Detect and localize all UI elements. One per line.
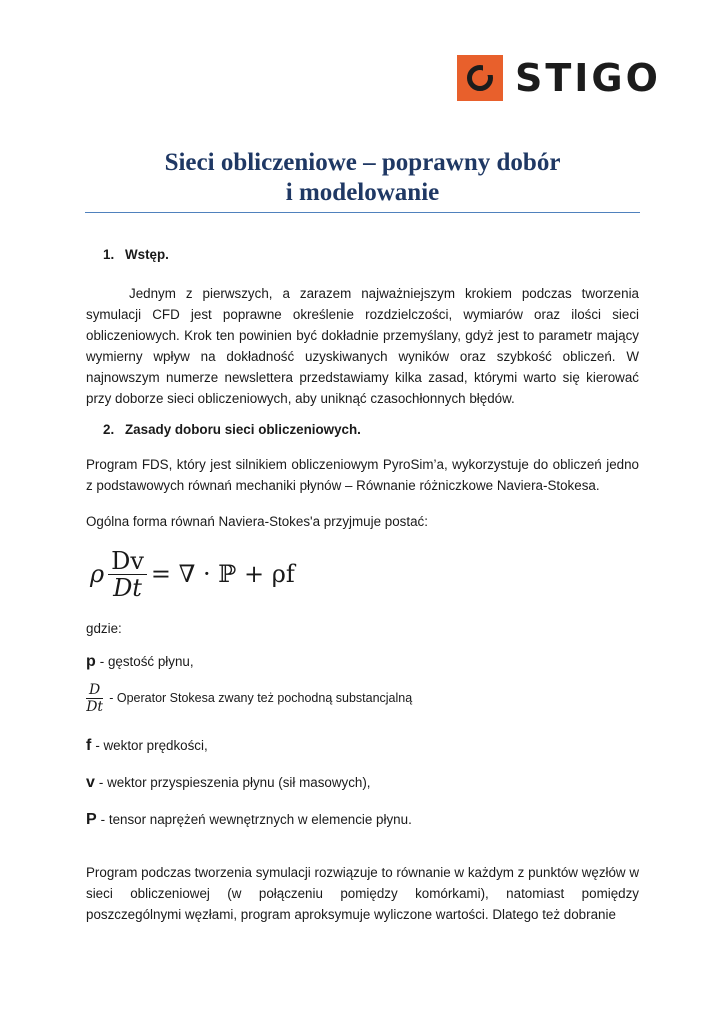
document-title	[85, 148, 640, 208]
formula-fraction	[108, 548, 147, 601]
definition-velocity	[86, 735, 639, 756]
section-2-paragraph-2: Ogólna forma równań Naviera-Stokes'a przyjmuje postać:	[86, 514, 428, 529]
definition-acceleration	[86, 772, 639, 793]
logo-text: STIGO	[515, 56, 661, 100]
operator-numerator: D	[86, 682, 103, 699]
definition-symbol: v	[86, 774, 95, 791]
definition-stress-tensor	[86, 809, 639, 830]
navier-stokes-formula	[86, 544, 639, 604]
document-body	[86, 244, 639, 925]
section-2-title: Zasady doboru sieci obliczeniowych.	[125, 422, 361, 437]
definition-symbol: f	[86, 737, 92, 754]
section-1-number: 1.	[103, 247, 115, 262]
definition-text: - tensor naprężeń wewnętrznych w elemencie płynu.	[100, 812, 412, 827]
stigo-logo-mark-icon	[457, 55, 503, 101]
operator-text: - Operator Stokesa zwany też pochodną substancjalną	[109, 691, 413, 705]
stigo-logo	[457, 55, 661, 101]
title-underline	[85, 212, 640, 213]
title-line-1: Sieci obliczeniowe – poprawny dobór	[164, 149, 561, 176]
definition-text: - gęstość płynu,	[99, 654, 194, 669]
section-1-title: Wstęp.	[125, 247, 169, 262]
formula-numerator: Dv	[108, 548, 147, 575]
section-2-number: 2.	[103, 422, 115, 437]
formula-denominator: Dt	[113, 573, 142, 602]
section-1-paragraph: Jednym z pierwszych, a zarazem najważniejszym krokiem podczas tworzenia symulacji CFD jest poprawne określenie rozdzielczości, wymiarów oraz ilości sieci obliczeniowych. Krok ten powinien być dokładnie przemyślany, gdyż jest to parametr mający wymierny wpływ na dokładność uzyskiwanych wyników oraz szybkość obliczeń. W najnowszym numerze newslettera przedstawiamy kilka zasad, którymi warto się kierować przy doborze sieci obliczeniowych, aby uniknąć czasochłonnych błędów.	[86, 286, 639, 406]
title-line-2: i modelowanie	[285, 179, 440, 206]
definition-operator	[86, 682, 639, 715]
section-2-paragraph-1: Program FDS, który jest silnikiem obliczeniowym PyroSim’a, wykorzystuje do obliczeń jedno z podstawowych równań mechaniki płynów – Równanie różniczkowe Naviera-Stokesa.	[86, 457, 639, 493]
operator-denominator: Dt	[86, 699, 104, 715]
definition-symbol: p	[86, 653, 96, 670]
definition-density	[86, 651, 639, 672]
definition-text: - wektor przyspieszenia płynu (sił masowych),	[98, 775, 371, 790]
operator-fraction	[86, 682, 103, 715]
definition-symbol: P	[86, 811, 97, 828]
definition-text: - wektor prędkości,	[95, 738, 208, 753]
section-2-paragraph-3: Program podczas tworzenia symulacji rozwiązuje to równanie w każdym z punktów węzłów w sieci obliczeniowej (w połączeniu pomiędzy komórkami), natomiast pomiędzy poszczególnymi węzłami, program aproksymuje wyliczone wartości. Dlatego też dobranie	[86, 865, 639, 922]
where-label: gdzie:	[86, 621, 122, 636]
section-2-heading	[86, 419, 639, 440]
formula-rho: ρ	[90, 559, 105, 588]
formula-rhs: = ∇ · ℙ + ρf	[150, 559, 295, 588]
section-1-heading	[86, 244, 639, 265]
